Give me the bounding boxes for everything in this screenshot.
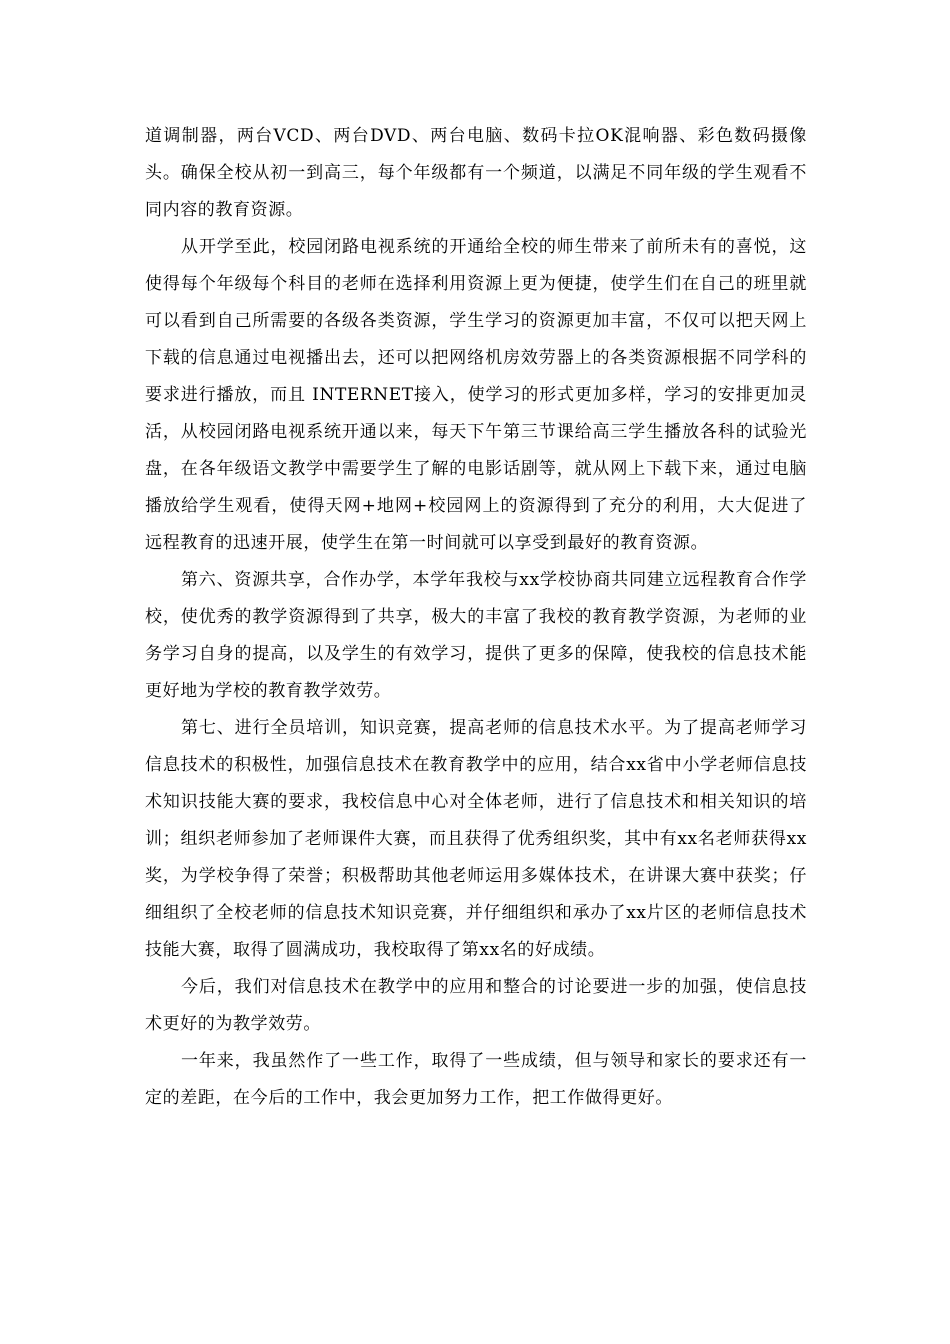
paragraph-conclusion: 一年来，我虽然作了一些工作，取得了一些成绩，但与领导和家长的要求还有一定的差距，在今后的工作中，我会更加努力工作，把工作做得更好。 bbox=[145, 1051, 807, 1108]
paragraph-staff-training: 第七、进行全员培训，知识竞赛，提高老师的信息技术水平。为了提高老师学习信息技术的积极性，加强信息技术在教育教学中的应用，结合xx省中小学老师信息技术知识技能大赛的要求，我校信息中心对全体老师，进行了信息技术和相关知识的培训；组织老师参加了老师课件大赛，而且获得了优秀组织奖，其中有xx名老师获得xx奖，为学校争得了荣誉；积极帮助其他老师运用多媒体技术，在讲课大赛中获奖；仔细组织了全校老师的信息技术知识竞赛，并仔细组织和承办了xx片区的老师信息技术技能大赛，取得了圆满成功，我校取得了第xx名的好成绩。 bbox=[145, 718, 807, 960]
paragraph-continued: 道调制器，两台VCD、两台DVD、两台电脑、数码卡拉OK混响器、彩色数码摄像头。确保全校从初一到高三，每个年级都有一个频道，以满足不同年级的学生观看不同内容的教育资源。 bbox=[145, 126, 807, 220]
paragraph-cctv-benefits: 从开学至此，校园闭路电视系统的开通给全校的师生带来了前所未有的喜悦，这使得每个年级每个科目的老师在选择利用资源上更为便捷，使学生们在自己的班里就可以看到自己所需要的各级各类资源，学生学习的资源更加丰富，不仅可以把天网上下载的信息通过电视播出去，还可以把网络机房效劳器上的各类资源根据不同学科的要求进行播放，而且 INTERNET接入，使学习的形式更加多样，学习的安排更加灵活，从校园闭路电视系统开通以来，每天下午第三节课给高三学生播放各科的试验光盘，在各年级语文教学中需要学生了解的电影话剧等，就从网上下载下来，通过电脑播放给学生观看，使得天网+地网+校园网上的资源得到了充分的利用，大大促进了远程教育的迅速开展，使学生在第一时间就可以享受到最好的教育资源。 bbox=[145, 237, 807, 553]
paragraph-future-plans: 今后，我们对信息技术在教学中的应用和整合的讨论要进一步的加强，使信息技术更好的为教学效劳。 bbox=[145, 977, 807, 1034]
document-body bbox=[145, 118, 807, 1117]
paragraph-resource-sharing: 第六、资源共享，合作办学，本学年我校与xx学校协商共同建立远程教育合作学校，使优秀的教学资源得到了共享，极大的丰富了我校的教育教学资源，为老师的业务学习自身的提高，以及学生的有效学习，提供了更多的保障，使我校的信息技术能更好地为学校的教育教学效劳。 bbox=[145, 570, 807, 701]
